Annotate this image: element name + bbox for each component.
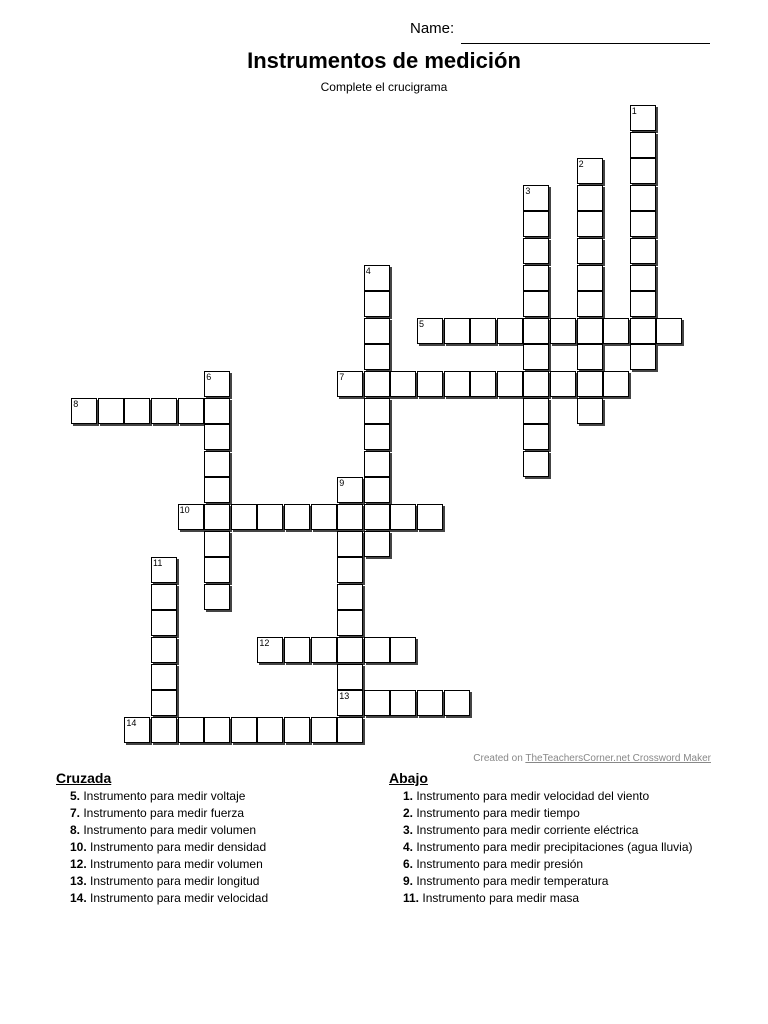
down-clue xyxy=(389,890,729,907)
clue-number: 2 xyxy=(578,159,584,170)
crossword-cell[interactable] xyxy=(630,158,656,184)
down-clue xyxy=(389,788,729,805)
clue-number-label: 6. xyxy=(403,857,414,871)
crossword-cell[interactable] xyxy=(337,717,363,743)
crossword-cell[interactable] xyxy=(364,504,390,530)
clue-number-label: 2. xyxy=(403,806,414,820)
crossword-cell[interactable] xyxy=(311,717,337,743)
crossword-cell[interactable] xyxy=(497,371,523,397)
crossword-cell[interactable] xyxy=(523,344,549,370)
clue-text: Instrumento para medir temperatura xyxy=(413,874,609,888)
clue-number-label: 4. xyxy=(403,840,414,854)
clue-text: Instrumento para medir fuerza xyxy=(80,806,245,820)
crossword-cell[interactable] xyxy=(98,398,124,424)
crossword-cell[interactable] xyxy=(311,637,337,663)
clue-text: Instrumento para medir volumen xyxy=(80,823,257,837)
crossword-cell[interactable] xyxy=(417,690,443,716)
crossword-cell[interactable] xyxy=(364,318,390,344)
clue-number-label: 10. xyxy=(70,840,87,854)
crossword-cell[interactable] xyxy=(71,398,97,424)
crossword-cell[interactable] xyxy=(630,291,656,317)
clue-number: 10 xyxy=(179,505,190,515)
crossword-cell[interactable] xyxy=(523,291,549,317)
crossword-cell[interactable] xyxy=(364,424,390,450)
crossword-cell[interactable] xyxy=(523,238,549,264)
clue-number-label: 3. xyxy=(403,823,414,837)
crossword-cell[interactable] xyxy=(417,504,443,530)
crossword-cell[interactable] xyxy=(497,318,523,344)
crossword-cell[interactable] xyxy=(178,398,204,424)
clue-text: Instrumento para medir masa xyxy=(419,891,580,905)
clue-text: Instrumento para medir velocidad xyxy=(86,891,269,905)
crossword-cell[interactable] xyxy=(337,690,363,716)
across-heading: Cruzada xyxy=(56,770,112,786)
crossword-cell[interactable] xyxy=(630,265,656,291)
clue-number-label: 1. xyxy=(403,789,414,803)
crossword-cell[interactable] xyxy=(204,371,230,397)
crossword-cell[interactable] xyxy=(630,238,656,264)
crossword-cell[interactable] xyxy=(630,132,656,158)
crossword-cell[interactable] xyxy=(204,584,230,610)
clue-number-label: 12. xyxy=(70,857,87,871)
crossword-cell[interactable] xyxy=(364,371,390,397)
crossword-cell[interactable] xyxy=(470,371,496,397)
crossword-cell[interactable] xyxy=(151,557,177,583)
clue-number: 1 xyxy=(631,106,637,116)
clue-number: 13 xyxy=(339,691,350,702)
crossword-cell[interactable] xyxy=(523,451,549,477)
clue-text: Instrumento para medir precipitaciones (agua lluvia) xyxy=(413,840,693,854)
down-clues xyxy=(389,770,729,907)
clue-number-label: 13. xyxy=(70,874,87,888)
credit-link[interactable]: TheTeachersCorner.net Crossword Maker xyxy=(525,753,711,764)
across-clue xyxy=(56,873,376,890)
clue-text: Instrumento para medir presión xyxy=(413,857,584,871)
crossword-cell[interactable] xyxy=(364,451,390,477)
clue-number: 7 xyxy=(339,372,345,382)
down-clue xyxy=(389,873,729,890)
crossword-cell[interactable] xyxy=(577,238,603,264)
clue-number-label: 8. xyxy=(70,823,81,837)
crossword-cell[interactable] xyxy=(337,610,363,636)
crossword-cell[interactable] xyxy=(364,344,390,370)
crossword-cell[interactable] xyxy=(523,424,549,450)
across-clue xyxy=(56,788,376,805)
clue-number-label: 11. xyxy=(403,891,420,905)
clue-number: 11 xyxy=(153,558,163,569)
clue-text: Instrumento para medir voltaje xyxy=(80,789,246,803)
crossword-cell[interactable] xyxy=(364,291,390,317)
clue-text: Instrumento para medir corriente eléctrica xyxy=(413,823,639,837)
clue-number-label: 14. xyxy=(70,891,87,905)
down-heading: Abajo xyxy=(389,770,428,786)
crossword-cell[interactable] xyxy=(523,371,549,397)
crossword-cell[interactable] xyxy=(311,504,337,530)
down-clue xyxy=(389,856,729,873)
crossword-cell[interactable] xyxy=(284,637,310,663)
crossword-cell[interactable] xyxy=(577,291,603,317)
crossword-cell[interactable] xyxy=(337,584,363,610)
crossword-cell[interactable] xyxy=(630,344,656,370)
crossword-cell[interactable] xyxy=(204,451,230,477)
crossword-cell[interactable] xyxy=(151,717,177,743)
crossword-cell[interactable] xyxy=(364,531,390,557)
crossword-cell[interactable] xyxy=(204,717,230,743)
clue-text: Instrumento para medir tiempo xyxy=(413,806,580,820)
crossword-cell[interactable] xyxy=(284,717,310,743)
clue-number-label: 5. xyxy=(70,789,81,803)
crossword-cell[interactable] xyxy=(364,477,390,503)
crossword-cell[interactable] xyxy=(630,185,656,211)
crossword-cell[interactable] xyxy=(390,504,416,530)
crossword-cell[interactable] xyxy=(231,717,257,743)
across-clue xyxy=(56,890,376,907)
crossword-cell[interactable] xyxy=(630,318,656,344)
crossword-cell[interactable] xyxy=(550,371,576,397)
crossword-cell[interactable] xyxy=(178,717,204,743)
clue-number: 6 xyxy=(206,372,212,382)
crossword-cell[interactable] xyxy=(337,504,363,530)
crossword-cell[interactable] xyxy=(231,504,257,530)
crossword-cell[interactable] xyxy=(124,717,150,743)
crossword-cell[interactable] xyxy=(603,318,629,344)
crossword-cell[interactable] xyxy=(630,211,656,237)
crossword-cell[interactable] xyxy=(151,637,177,663)
crossword-cell[interactable] xyxy=(257,504,283,530)
crossword-cell[interactable] xyxy=(390,371,416,397)
crossword-cell[interactable] xyxy=(523,185,549,211)
crossword-cell[interactable] xyxy=(284,504,310,530)
crossword-cell[interactable] xyxy=(151,690,177,716)
crossword-cell[interactable] xyxy=(577,398,603,424)
crossword-cell[interactable] xyxy=(204,398,230,424)
crossword-cell[interactable] xyxy=(577,185,603,211)
crossword-cell[interactable] xyxy=(656,318,682,344)
clue-number: 9 xyxy=(339,478,345,489)
crossword-cell[interactable] xyxy=(603,371,629,397)
clue-number: 3 xyxy=(525,185,531,196)
crossword-cell[interactable] xyxy=(444,371,470,397)
clue-text: Instrumento para medir longitud xyxy=(86,874,260,888)
across-clue xyxy=(56,856,376,873)
crossword-cell[interactable] xyxy=(364,637,390,663)
crossword-cell[interactable] xyxy=(257,717,283,743)
crossword-cell[interactable] xyxy=(337,664,363,690)
crossword-cell[interactable] xyxy=(204,531,230,557)
crossword-cell[interactable] xyxy=(523,318,549,344)
crossword-cell[interactable] xyxy=(364,265,390,291)
crossword-cell[interactable] xyxy=(204,424,230,450)
down-clue xyxy=(389,822,729,839)
clue-text: Instrumento para medir volumen xyxy=(86,857,263,871)
crossword-cell[interactable] xyxy=(124,398,150,424)
crossword-cell[interactable] xyxy=(178,504,204,530)
clue-number: 5 xyxy=(419,318,425,329)
across-clues xyxy=(56,770,376,907)
across-clue xyxy=(56,822,376,839)
crossword-cell[interactable] xyxy=(390,690,416,716)
clue-number-label: 7. xyxy=(70,806,81,820)
clue-text: Instrumento para medir densidad xyxy=(86,840,267,854)
crossword-cell[interactable] xyxy=(523,265,549,291)
crossword-cell[interactable] xyxy=(577,211,603,237)
crossword-cell[interactable] xyxy=(204,557,230,583)
crossword-cell[interactable] xyxy=(257,637,283,663)
crossword-cell[interactable] xyxy=(390,637,416,663)
crossword-cell[interactable] xyxy=(337,637,363,663)
credit-line xyxy=(473,753,711,764)
worksheet-title: Instrumentos de medición xyxy=(247,48,521,73)
crossword-cell[interactable] xyxy=(337,531,363,557)
crossword-cell[interactable] xyxy=(577,371,603,397)
crossword-cell[interactable] xyxy=(204,504,230,530)
crossword-cell[interactable] xyxy=(577,158,603,184)
crossword-cell[interactable] xyxy=(337,371,363,397)
across-clue xyxy=(56,839,376,856)
across-clue xyxy=(56,805,376,822)
credit-prefix: Created on xyxy=(473,753,526,764)
name-label: Name: xyxy=(410,20,455,37)
down-clue xyxy=(389,805,729,822)
crossword-cell[interactable] xyxy=(444,318,470,344)
crossword-cell[interactable] xyxy=(337,557,363,583)
crossword-cell[interactable] xyxy=(523,211,549,237)
crossword-cell[interactable] xyxy=(470,318,496,344)
crossword-cell[interactable] xyxy=(417,371,443,397)
crossword-cell[interactable] xyxy=(577,265,603,291)
clue-number: 14 xyxy=(126,717,137,728)
crossword-cell[interactable] xyxy=(364,398,390,424)
crossword-cell[interactable] xyxy=(417,318,443,344)
crossword-cell[interactable] xyxy=(151,398,177,424)
clue-number: 8 xyxy=(73,398,79,409)
worksheet-subtitle: Complete el crucigrama xyxy=(320,80,448,94)
down-clue xyxy=(389,839,729,856)
crossword-cell[interactable] xyxy=(204,477,230,503)
crossword-cell[interactable] xyxy=(577,318,603,344)
clue-number: 12 xyxy=(259,638,270,648)
crossword-cell[interactable] xyxy=(364,690,390,716)
crossword-cell[interactable] xyxy=(550,318,576,344)
crossword-cell[interactable] xyxy=(337,477,363,503)
crossword-cell[interactable] xyxy=(151,584,177,610)
clue-number: 4 xyxy=(365,265,371,276)
crossword-cell[interactable] xyxy=(523,398,549,424)
crossword-cell[interactable] xyxy=(151,664,177,690)
crossword-cell[interactable] xyxy=(577,344,603,370)
crossword-cell[interactable] xyxy=(630,105,656,131)
crossword-cell[interactable] xyxy=(151,610,177,636)
clue-number-label: 9. xyxy=(403,874,414,888)
clue-text: Instrumento para medir velocidad del viento xyxy=(413,789,650,803)
crossword-cell[interactable] xyxy=(444,690,470,716)
